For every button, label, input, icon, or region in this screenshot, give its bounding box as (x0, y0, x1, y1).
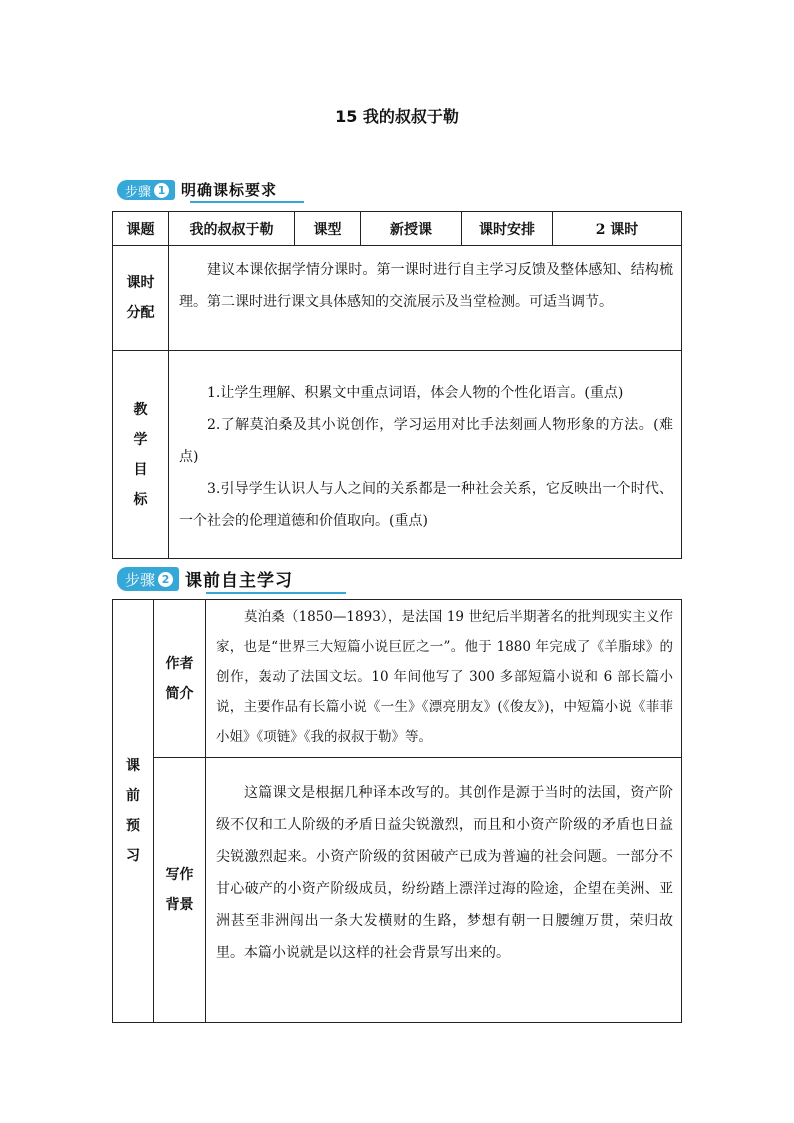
header-cell-type-label: 课型 (295, 212, 361, 246)
goal-item: 1.让学生理解、积累文中重点词语，体会人物的个性化语言。(重点) (207, 385, 624, 401)
step-2-badge (117, 567, 179, 591)
section-label-char: 习 (126, 848, 140, 864)
step-2-title: 课前自主学习 (185, 571, 294, 591)
header-cell-topic-value: 我的叔叔于勒 (169, 212, 295, 246)
step-1-header (117, 179, 277, 201)
step-1-badge-label: 步骤 (125, 184, 152, 200)
header-cell-hours-label: 课时安排 (462, 212, 553, 246)
author-label-line: 简介 (165, 685, 194, 702)
author-label-line: 作者 (165, 655, 194, 672)
step-1-badge (117, 180, 175, 200)
background-label (154, 758, 206, 1023)
step-1-title: 明确课标要求 (181, 181, 278, 199)
schedule-label-line: 分配 (126, 305, 155, 321)
background-label-line: 写作 (165, 867, 194, 883)
background-cell (206, 758, 682, 1023)
page-title: 15 我的叔叔于勒 (335, 107, 459, 126)
step-2-underline (206, 592, 346, 594)
author-text: 莫泊桑（1850—1893），是法国 19 世纪后半期著名的批判现实主义作家，也是“世界三大短篇小说巨匠之一”。他于 1880 年完成了《羊脂球》的创作，轰动了法国文坛。10 年间他写了 300 多部短篇小说和 6 部长篇小说，主要作品有长篇小说《一生》《漂亮朋友》(《俊友》)，中短篇小说《菲菲小姐》《项链》《我的叔叔于勒》等。 (216, 609, 673, 745)
background-text: 这篇课文是根据几种译本改写的。其创作是源于当时的法国，资产阶级不仅和工人阶级的矛盾日益尖锐激烈，而且和小资产阶级的矛盾也日益尖锐激烈起来。小资产阶级的贫困破产已成为普遍的社会问题。一部分不甘心破产的小资产阶级成员，纷纷踏上漂洋过海的险途，企望在美洲、亚洲甚至非洲闯出一条大发横财的生路，梦想有朝一日腰缠万贯，荣归故里。本篇小说就是以这样的社会背景写出来的。 (216, 785, 673, 961)
header-cell-topic-label: 课题 (113, 212, 169, 246)
section-label (113, 600, 154, 1023)
goals-label-char: 教 (133, 401, 148, 418)
header-cell-type-value: 新授课 (361, 212, 462, 246)
preview-table (112, 599, 682, 1023)
header-cell-hours-value: 2 课时 (553, 212, 682, 246)
step-2-badge-label: 步骤 (125, 570, 156, 589)
goals-label-char: 目 (133, 461, 148, 478)
background-label-line: 背景 (165, 897, 194, 913)
author-cell (206, 600, 682, 758)
section-label-char: 预 (126, 818, 140, 834)
schedule-cell (169, 246, 682, 351)
goal-item: 2.了解莫泊桑及其小说创作，学习运用对比手法刻画人物形象的方法。(难点) (179, 417, 673, 465)
section-label-char: 课 (126, 758, 140, 774)
section-label-char: 前 (126, 788, 140, 804)
step-2-header (117, 568, 293, 590)
step-1-number: 1 (154, 183, 169, 198)
goals-cell (169, 351, 682, 559)
step-1-underline (190, 201, 304, 203)
schedule-label (113, 246, 169, 351)
curriculum-table (112, 211, 682, 559)
step-2-number: 2 (158, 572, 173, 587)
author-label (154, 600, 206, 758)
goals-label-char: 学 (133, 431, 148, 448)
schedule-label-line: 课时 (126, 275, 155, 291)
goals-label (113, 351, 169, 559)
schedule-text: 建议本课依据学情分课时。第一课时进行自主学习反馈及整体感知、结构梳理。第二课时进行课文具体感知的交流展示及当堂检测。可适当调节。 (179, 262, 673, 310)
goal-item: 3.引导学生认识人与人之间的关系都是一种社会关系，它反映出一个时代、一个社会的伦理道德和价值取向。(重点) (179, 481, 673, 529)
goals-label-char: 标 (133, 491, 148, 508)
